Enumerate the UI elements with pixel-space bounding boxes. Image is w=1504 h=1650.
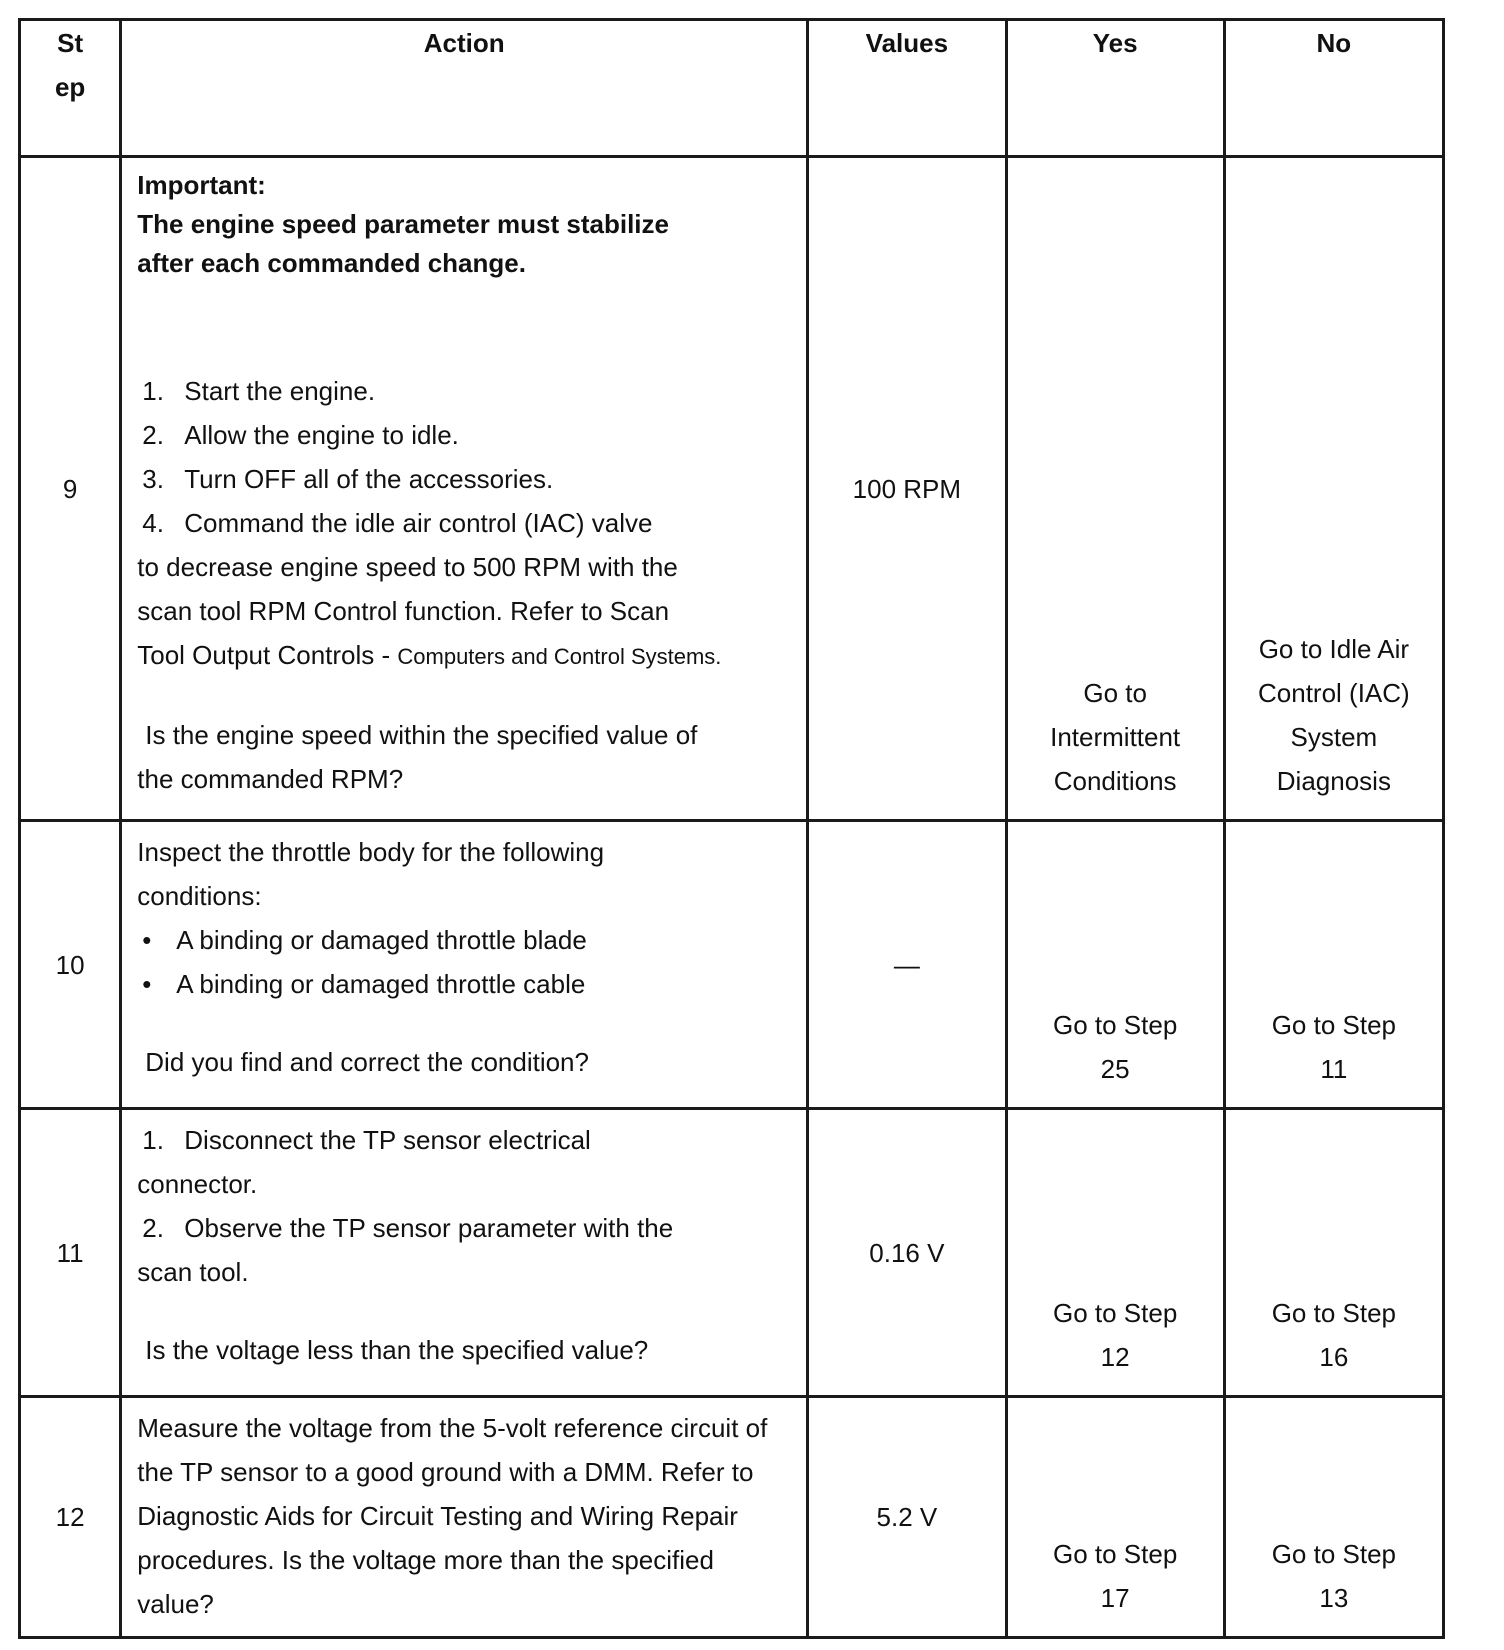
table-row-step-12 <box>20 1397 1444 1638</box>
header-action: Action <box>121 20 808 157</box>
action-text-line: connector. <box>137 1169 258 1199</box>
question-line: Is the engine speed within the specified value of <box>145 720 698 750</box>
action-text-line: to decrease engine speed to 500 RPM with the <box>137 552 678 582</box>
value-cell: — <box>808 821 1006 1109</box>
action-cell <box>121 1109 808 1397</box>
action-text-line: Inspect the throttle body for the following <box>137 837 605 867</box>
no-cell: Go to Step 13 <box>1224 1397 1443 1638</box>
action-text-line: Tool Output Controls - Computers and Control Systems. <box>137 640 722 670</box>
step-number: 11 <box>20 1109 121 1397</box>
list-item: 1. Start the engine. <box>142 376 376 406</box>
no-cell: Go to Step 16 <box>1224 1109 1443 1397</box>
table-row-step-9 <box>20 157 1444 821</box>
list-item: 3. Turn OFF all of the accessories. <box>142 464 554 494</box>
action-text-line: conditions: <box>137 881 262 911</box>
no-cell: Go to Step 11 <box>1224 821 1443 1109</box>
yes-cell: Go to Step 25 <box>1006 821 1224 1109</box>
value-cell: 0.16 V <box>808 1109 1006 1397</box>
step-number: 12 <box>20 1397 121 1638</box>
action-text-line: procedures. Is the voltage more than the specified <box>137 1545 714 1575</box>
important-text-line: The engine speed parameter must stabilize <box>137 209 669 239</box>
step-number: 10 <box>20 821 121 1109</box>
list-item: 2. Allow the engine to idle. <box>142 420 459 450</box>
action-text-line: the TP sensor to a good ground with a DMM. Refer to <box>137 1457 754 1487</box>
no-cell: Go to Idle Air Control (IAC) System Diagnosis <box>1224 157 1443 821</box>
diagnostic-table <box>18 18 1445 1639</box>
header-step: St ep <box>20 20 121 157</box>
action-text-line: scan tool RPM Control function. Refer to Scan <box>137 596 670 626</box>
list-item: 2. Observe the TP sensor parameter with the <box>142 1213 674 1243</box>
yes-cell: Go to Intermittent Conditions <box>1006 157 1224 821</box>
value-cell: 100 RPM <box>808 157 1006 821</box>
action-cell <box>121 157 808 821</box>
important-text-line: after each commanded change. <box>137 248 526 278</box>
list-item: 4. Command the idle air control (IAC) valve <box>142 508 653 538</box>
action-cell <box>121 1397 808 1638</box>
table-row-step-10 <box>20 821 1444 1109</box>
step-number: 9 <box>20 157 121 821</box>
question-line: the commanded RPM? <box>137 764 404 794</box>
list-item: • A binding or damaged throttle cable <box>142 969 586 999</box>
header-no: No <box>1224 20 1443 157</box>
action-text-line: value? <box>137 1589 214 1619</box>
table-row-step-11 <box>20 1109 1444 1397</box>
action-cell <box>121 821 808 1109</box>
action-text-line: scan tool. <box>137 1257 249 1287</box>
table-header-row <box>20 20 1444 157</box>
action-text-line: Measure the voltage from the 5-volt reference circuit of <box>137 1413 768 1443</box>
important-label: Important: <box>137 170 266 200</box>
action-text-line: Diagnostic Aids for Circuit Testing and Wiring Repair <box>137 1501 738 1531</box>
list-item: 1. Disconnect the TP sensor electrical <box>142 1125 591 1155</box>
yes-cell: Go to Step 12 <box>1006 1109 1224 1397</box>
question-line: Is the voltage less than the specified value? <box>145 1335 649 1365</box>
value-cell: 5.2 V <box>808 1397 1006 1638</box>
yes-cell: Go to Step 17 <box>1006 1397 1224 1638</box>
question-line: Did you find and correct the condition? <box>145 1047 589 1077</box>
list-item: • A binding or damaged throttle blade <box>142 925 587 955</box>
reference-link-text: Computers and Control Systems. <box>397 644 722 669</box>
header-yes: Yes <box>1006 20 1224 157</box>
diagnostic-table-page <box>18 18 1445 1622</box>
header-values: Values <box>808 20 1006 157</box>
